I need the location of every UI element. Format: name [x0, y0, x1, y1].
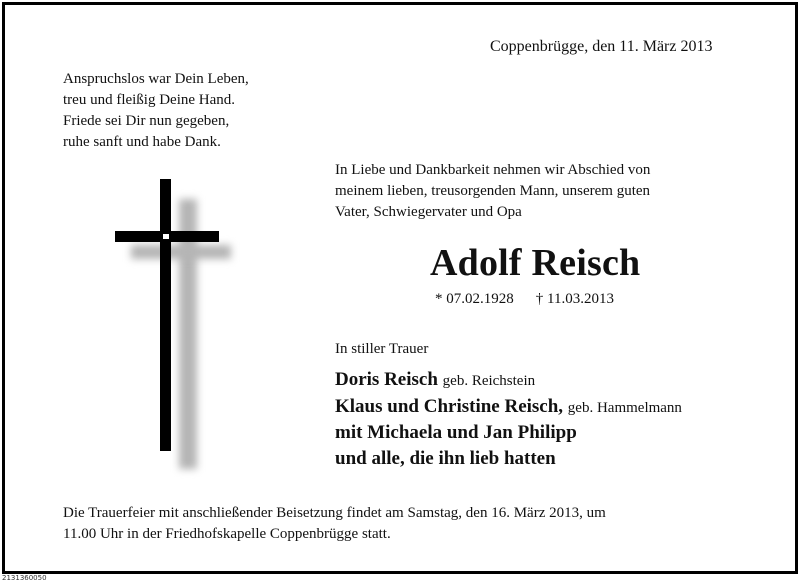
funeral-notice [63, 503, 606, 545]
place-date: Coppenbrügge, den 11. März 2013 [490, 38, 713, 55]
cross-center-highlight [163, 234, 169, 239]
poem [63, 69, 249, 153]
funeral-line: 11.00 Uhr in der Friedhofskapelle Coppenbrügge statt. [63, 526, 391, 542]
funeral-line: Die Trauerfeier mit anschließender Beisetzung findet am Samstag, den 16. März 2013, um [63, 505, 606, 521]
life-dates [435, 291, 614, 308]
cross-shadow [131, 245, 231, 259]
ad-code: 2131360050 [2, 574, 47, 582]
poem-line: Anspruchslos war Dein Leben, [63, 71, 249, 87]
poem-line: ruhe sanft und habe Dank. [63, 134, 221, 150]
maiden-name: geb. Hammelmann [567, 400, 682, 416]
birth-date: * 07.02.1928 [435, 291, 514, 307]
mourner-line: und alle, die ihn lieb hatten [335, 448, 556, 469]
mourner-name: Klaus und Christine Reisch, [335, 396, 564, 417]
mourner-name: Doris Reisch [335, 369, 438, 390]
farewell-intro [335, 160, 650, 223]
poem-line: treu und fleißig Deine Hand. [63, 92, 236, 108]
intro-line: Vater, Schwiegervater und Opa [335, 204, 522, 220]
mourner-line [335, 396, 682, 418]
cross-icon [113, 179, 223, 479]
cross-vertical-beam [160, 179, 171, 451]
mourner-line: mit Michaela und Jan Philipp [335, 422, 577, 443]
intro-line: In Liebe und Dankbarkeit nehmen wir Abschied von [335, 162, 651, 178]
poem-line: Friede sei Dir nun gegeben, [63, 113, 230, 129]
obituary-frame [2, 2, 798, 574]
mourning-heading: In stiller Trauer [335, 341, 429, 357]
maiden-name: geb. Reichstein [442, 373, 536, 389]
mourner-line [335, 369, 535, 391]
death-date: † 11.03.2013 [535, 291, 614, 307]
intro-line: meinem lieben, treusorgenden Mann, unserem guten [335, 183, 651, 199]
deceased-name: Adolf Reisch [430, 242, 641, 284]
